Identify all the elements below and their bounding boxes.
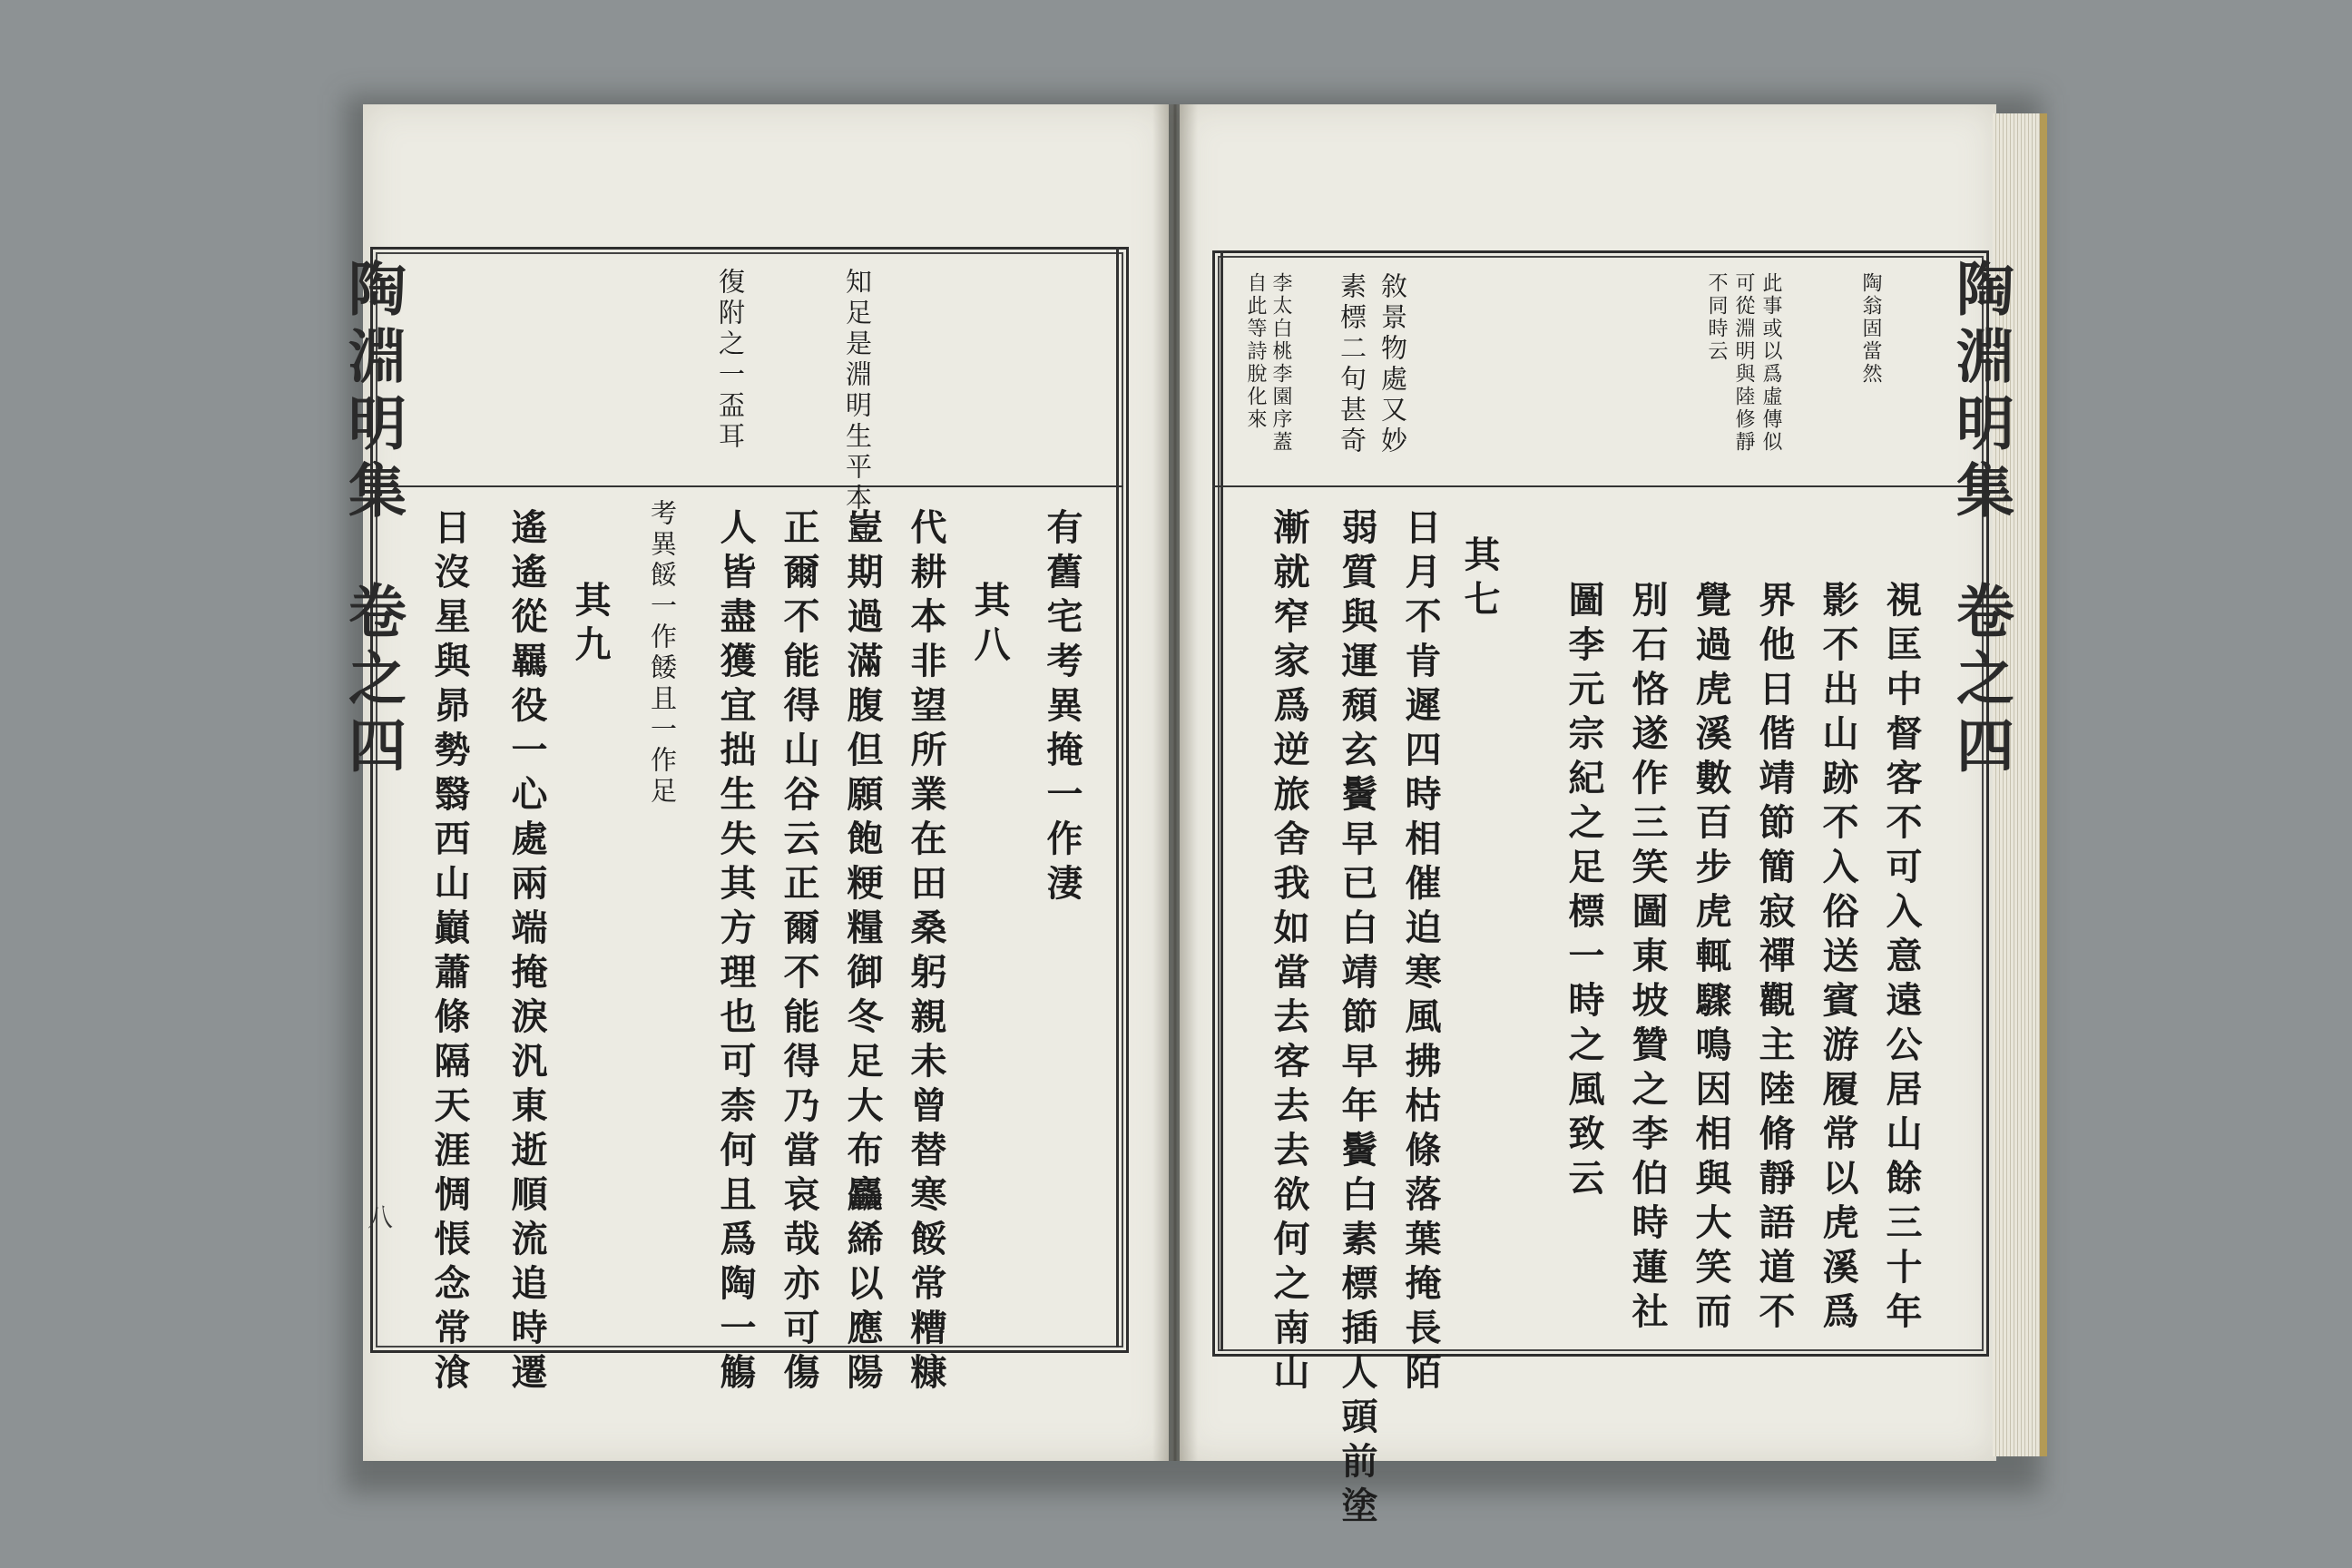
right-note-1: 陶翁固當然 bbox=[1859, 272, 1882, 386]
right-note-2: 此事或以爲虛傳似 bbox=[1759, 272, 1782, 454]
right-note-8: 自此等詩脫化來 bbox=[1244, 272, 1267, 431]
right-col-8: 日月不肯遲四時相催迫寒風拂枯條落葉掩長陌 bbox=[1399, 508, 1442, 1397]
left-col-8: 其九 bbox=[569, 581, 612, 670]
left-running-head: 陶淵明集 bbox=[338, 259, 407, 527]
left-col-6: 人皆盡獲宜拙生失其方理也可柰何且爲陶一觴 bbox=[714, 508, 757, 1397]
right-note-3: 可從淵明與陸修靜 bbox=[1732, 272, 1755, 454]
left-col-10: 日沒星與昴勢翳西山巓蕭條隔天涯惆悵念常湌 bbox=[428, 508, 471, 1397]
right-note-4: 不同時云 bbox=[1705, 272, 1728, 363]
right-col-1: 視匡中督客不可入意遠公居山餘三十年 bbox=[1880, 581, 1923, 1337]
left-col-1: 有舊宅考異掩一作淒 bbox=[1041, 508, 1083, 908]
left-note-2: 復附之一盃耳 bbox=[715, 268, 746, 453]
left-col-9: 遙遙從羈役一心處兩端掩淚汎東逝順流追時遷 bbox=[505, 508, 548, 1397]
right-note-6: 素標二句甚奇 bbox=[1337, 272, 1367, 457]
right-volume-label: 卷之四 bbox=[1946, 581, 2014, 782]
right-col-6: 圖李元宗紀之足標一時之風致云 bbox=[1563, 581, 1605, 1203]
right-col-5: 別石恪遂作三笑圖東坡贊之李伯時蓮社 bbox=[1626, 581, 1669, 1337]
right-note-5: 敘景物處又妙 bbox=[1377, 272, 1408, 457]
right-col-2: 影不出山跡不入俗送賓游履常以虎溪爲 bbox=[1817, 581, 1859, 1337]
left-col-3: 代耕本非望所業在田桑躬親未曾替寒餒常糟糠 bbox=[905, 508, 947, 1397]
right-running-head: 陶淵明集 bbox=[1946, 259, 2014, 527]
right-col-3: 界他日偕靖節簡寂禪觀主陸脩靜語道不 bbox=[1753, 581, 1796, 1337]
left-margin-rule bbox=[1116, 247, 1119, 1348]
left-note-divider bbox=[370, 485, 1123, 487]
right-note-7: 李太白桃李園序蓋 bbox=[1269, 272, 1292, 454]
left-col-4: 豈期過滿腹但願飽粳糧御冬足大布麤絺以應陽 bbox=[841, 508, 884, 1397]
left-col-7: 考異餒一作餧且一作足 bbox=[647, 499, 678, 808]
left-page-number: 八 bbox=[368, 1202, 394, 1232]
right-note-divider bbox=[1212, 485, 1984, 487]
left-note-1: 知足是淵明生平本旨 bbox=[842, 268, 873, 545]
right-col-10: 漸就窄家爲逆旅舍我如當去客去去欲何之南山 bbox=[1268, 508, 1310, 1397]
left-col-5: 正爾不能得山谷云正爾不能得乃當哀哉亦可傷 bbox=[778, 508, 820, 1397]
right-col-7: 其七 bbox=[1458, 535, 1501, 624]
right-margin-rule bbox=[1220, 250, 1223, 1351]
left-col-2: 其八 bbox=[968, 581, 1011, 670]
right-col-4: 覺過虎溪數百步虎輒驟鳴因相與大笑而 bbox=[1690, 581, 1732, 1337]
right-col-9: 弱質與運頹玄鬢早已白靖節早年鬢白素標插人頭前塗 bbox=[1336, 508, 1378, 1531]
book-gutter bbox=[1152, 104, 1198, 1461]
left-volume-label: 卷之四 bbox=[338, 581, 407, 782]
